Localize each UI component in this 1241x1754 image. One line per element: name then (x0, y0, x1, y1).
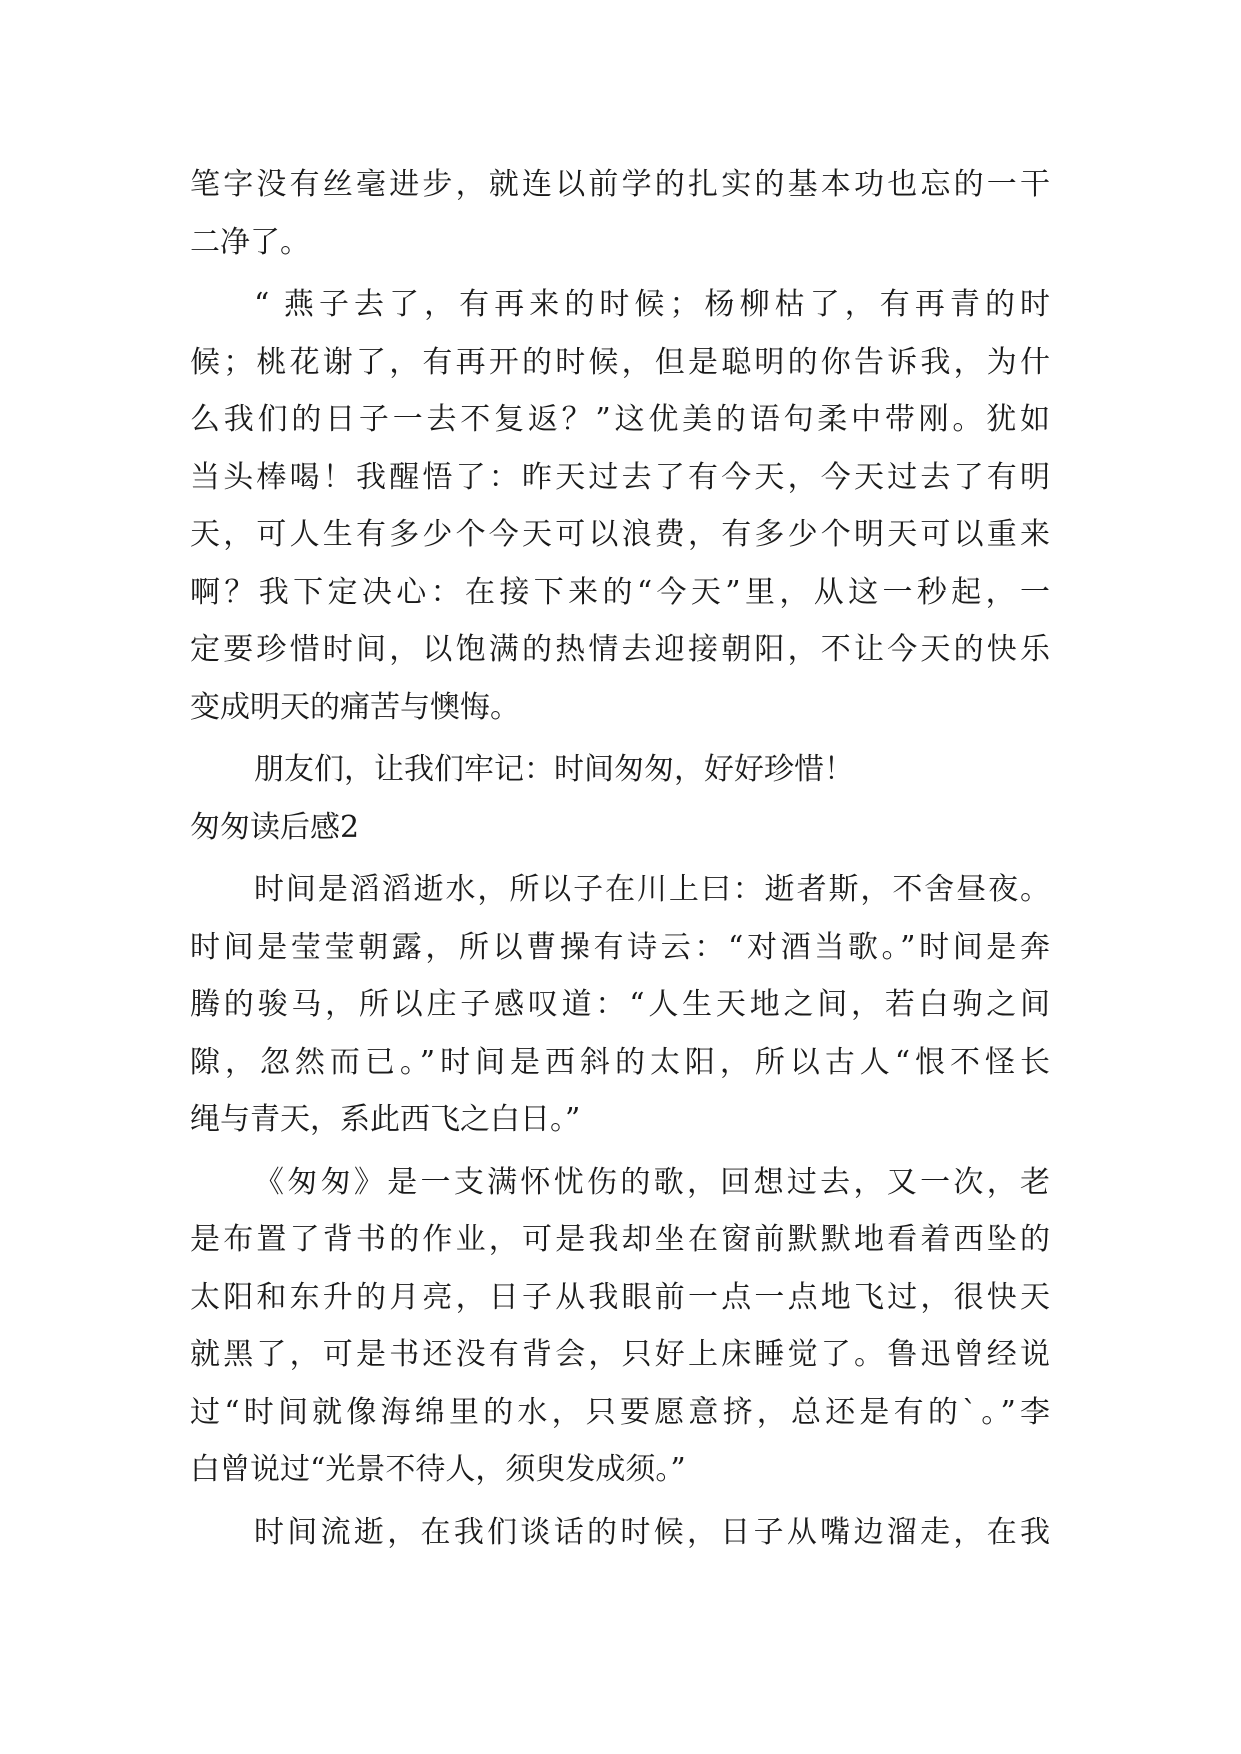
text-line: 白曾说过“光景不待人，须臾发成须。” (190, 1452, 686, 1487)
text-line: 么我们的日子一去不复返？”这优美的语句柔中带刚。犹如 (190, 402, 1050, 437)
text-line: 当头棒喝！我醒悟了：昨天过去了有今天，今天过去了有明 (190, 459, 1050, 495)
paragraph-time-passing (190, 1504, 1050, 1562)
text-line: 隙，忽然而已。”时间是西斜的太阳，所以古人“恨不怪长 (190, 1044, 1050, 1080)
text-line: “ 燕子去了，有再来的时候；杨柳枯了，有再青的时 (254, 287, 1050, 322)
document-page (190, 156, 1050, 1561)
text-line: 时间是莹莹朝露，所以曹操有诗云：“对酒当歌。”时间是奔 (190, 929, 1050, 965)
paragraph-quote (190, 276, 1050, 736)
text-line: 定要珍惜时间，以饱满的热情去迎接朝阳，不让今天的快乐 (190, 632, 1050, 667)
text-line: 天，可人生有多少个今天可以浪费，有多少个明天可以重来 (190, 517, 1050, 552)
text-line: 绳与青天，系此西飞之白日。” (190, 1102, 581, 1137)
text-line: 时间是滔滔逝水，所以子在川上曰：逝者斯，不舍昼夜。 (254, 872, 1050, 907)
paragraph-time-metaphors (190, 861, 1050, 1149)
section-heading: 匆匆读后感2 (190, 809, 360, 845)
text-line: 太阳和东升的月亮，日子从我眼前一点一点地飞过，很快天 (190, 1279, 1050, 1315)
text-line: 腾的骏马，所以庄子感叹道：“人生天地之间，若白驹之间 (190, 987, 1050, 1022)
text-line: 是布置了背书的作业，可是我却坐在窗前默默地看着西坠的 (190, 1222, 1050, 1257)
text-line: 就黑了，可是书还没有背会，只好上床睡觉了。鲁迅曾经说 (190, 1337, 1050, 1372)
text-line: 时间流逝，在我们谈话的时候，日子从嘴边溜走，在我 (254, 1514, 1050, 1550)
text-line: 笔字没有丝毫进步，就连以前学的扎实的基本功也忘的一干 (190, 167, 1050, 202)
paragraph-conclusion (190, 741, 1050, 799)
paragraph-continuation (190, 156, 1050, 271)
text-line: 变成明天的痛苦与懊悔。 (190, 689, 520, 725)
text-line: 二净了。 (190, 224, 310, 260)
text-line: 《匆匆》是一支满怀忧伤的歌，回想过去，又一次，老 (254, 1164, 1050, 1200)
text-line: 朋友们，让我们牢记：时间匆匆，好好珍惜！ (254, 752, 854, 787)
text-line: 候；桃花谢了，有再开的时候，但是聪明的你告诉我，为什 (190, 344, 1050, 380)
text-line: 啊？我下定决心：在接下来的“今天”里，从这一秒起，一 (190, 574, 1050, 610)
paragraph-reflection (190, 1154, 1050, 1499)
text-line: 过“时间就像海绵里的水，只要愿意挤，总还是有的`。”李 (190, 1394, 1050, 1430)
